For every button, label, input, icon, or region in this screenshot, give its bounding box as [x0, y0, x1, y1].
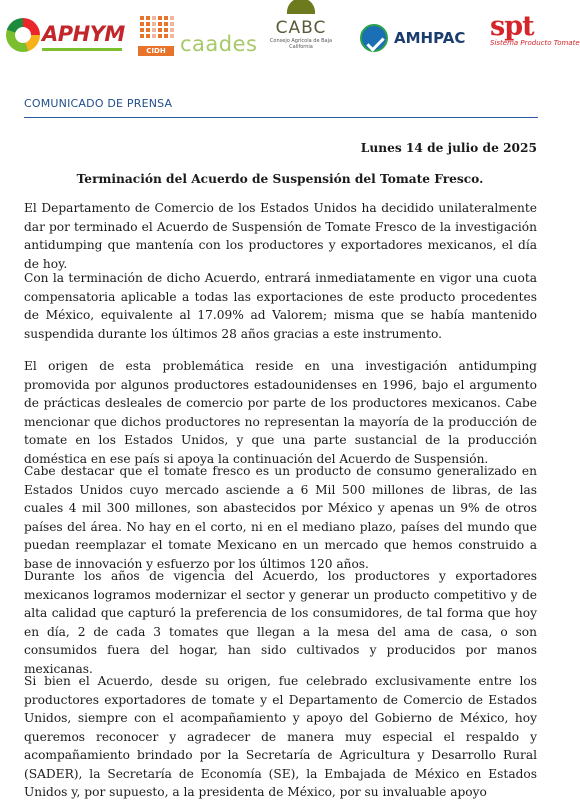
body-paragraph-1: El Departamento de Comercio de los Estados Unidos ha decidido unilateralmente dar por terminado el Acuerdo de Suspensión de Tomate Fresco de la investigación antidumping que mantenía con los productores y exportadores mexicanos, el día de hoy. [24, 201, 537, 271]
aphym-emblem-icon [6, 18, 40, 52]
cabc-logo-subtitle: Consejo Agrícola de Baja California [269, 38, 333, 50]
spt-logo-subtitle: Sistema Producto Tomate [490, 39, 580, 47]
cidh-dot-grid-icon [140, 16, 174, 38]
body-paragraph-2: Con la terminación de dicho Acuerdo, entrará inmediatamente en vigor una cuota compensatoria aplicable a todas las exportaciones de este producto procedentes de México, equivalente al 17.09% ad Valorem; misma que se había mantenido suspendida durante los últimos 28 años gracias a este instrumento. [24, 271, 537, 341]
body-paragraph-4: Cabe destacar que el tomate fresco es un producto de consumo generalizado en Estados Unidos cuyo mercado asciende a 6 Mil 500 millones de libras, de las cuales 4 mil 300 millones, son abastecidos por México y apenas un 9% de otros países del área. No hay en el corto, ni en el mediano plazo, países del mundo que puedan reemplazar el tomate Mexicano en un mercado que hemos construido a base de innovación y esfuerzo por los últimos 120 años. [24, 464, 537, 571]
cidh-logo [138, 16, 178, 56]
document-title: Terminación del Acuerdo de Suspensión del Tomate Fresco. [76, 172, 484, 186]
section-heading: COMUNICADO DE PRENSA [24, 97, 173, 110]
body-paragraph-3: El origen de esta problemática reside en una investigación antidumping promovida por algunos productores estadounidenses en 1996, bajo el argumento de prácticas desleales de comercio por parte de los productores mexicanos. Cabe mencionar que dichos productores no representan la mayoría de la producción de tomate en los Estados Unidos, y que una parte sustancial de la producción doméstica en ese país si apoya la continuación del Acuerdo de Suspensión. [24, 359, 537, 466]
aphym-logo-text: APHYM [42, 22, 125, 46]
body-paragraph-5: Durante los años de vigencia del Acuerdo, los productores y exportadores mexicanos logramos modernizar el sector y generar un producto competitivo y de alta calidad que capturó la preferencia de los consumidores, de tal forma que hoy en día, 2 de cada 3 tomates que llegan a la mesa del ama de casa, o son consumidos fuera del hogar, han sido cultivados y producidos por manos mexicanas. [24, 569, 537, 676]
cidh-logo-text: CIDH [138, 46, 174, 56]
cabc-logo-text: CABC [275, 18, 327, 38]
caades-logo: caades [180, 32, 258, 56]
document-date: Lunes 14 de julio de 2025 [360, 141, 537, 155]
amhpac-logo-text: AMHPAC [394, 29, 466, 47]
cabc-emblem-icon [287, 0, 315, 14]
heading-divider [24, 117, 538, 118]
spt-logo [490, 11, 580, 60]
amhpac-logo [360, 24, 470, 54]
aphym-logo [6, 16, 125, 58]
spt-logo-text: spt [490, 11, 534, 42]
logo-banner [0, 0, 580, 66]
cabc-logo [268, 0, 334, 62]
body-paragraph-6: Si bien el Acuerdo, desde su origen, fue celebrado exclusivamente entre los productores exportadores de tomate y el Departamento de Comercio de Estados Unidos, siempre con el acompañamiento y apoyo del Gobierno de México, hoy queremos reconocer y agradecer de manera muy especial el respaldo y acompañamiento brindado por la Secretaría de Agricultura y Desarrollo Rural (SADER), la Secretaría de Economía (SE), la Embajada de México en Estados Unidos y, por supuesto, a la presidenta de México, por su invaluable apoyo [24, 674, 537, 799]
aphym-underline [42, 48, 122, 51]
amhpac-globe-icon [360, 24, 388, 52]
